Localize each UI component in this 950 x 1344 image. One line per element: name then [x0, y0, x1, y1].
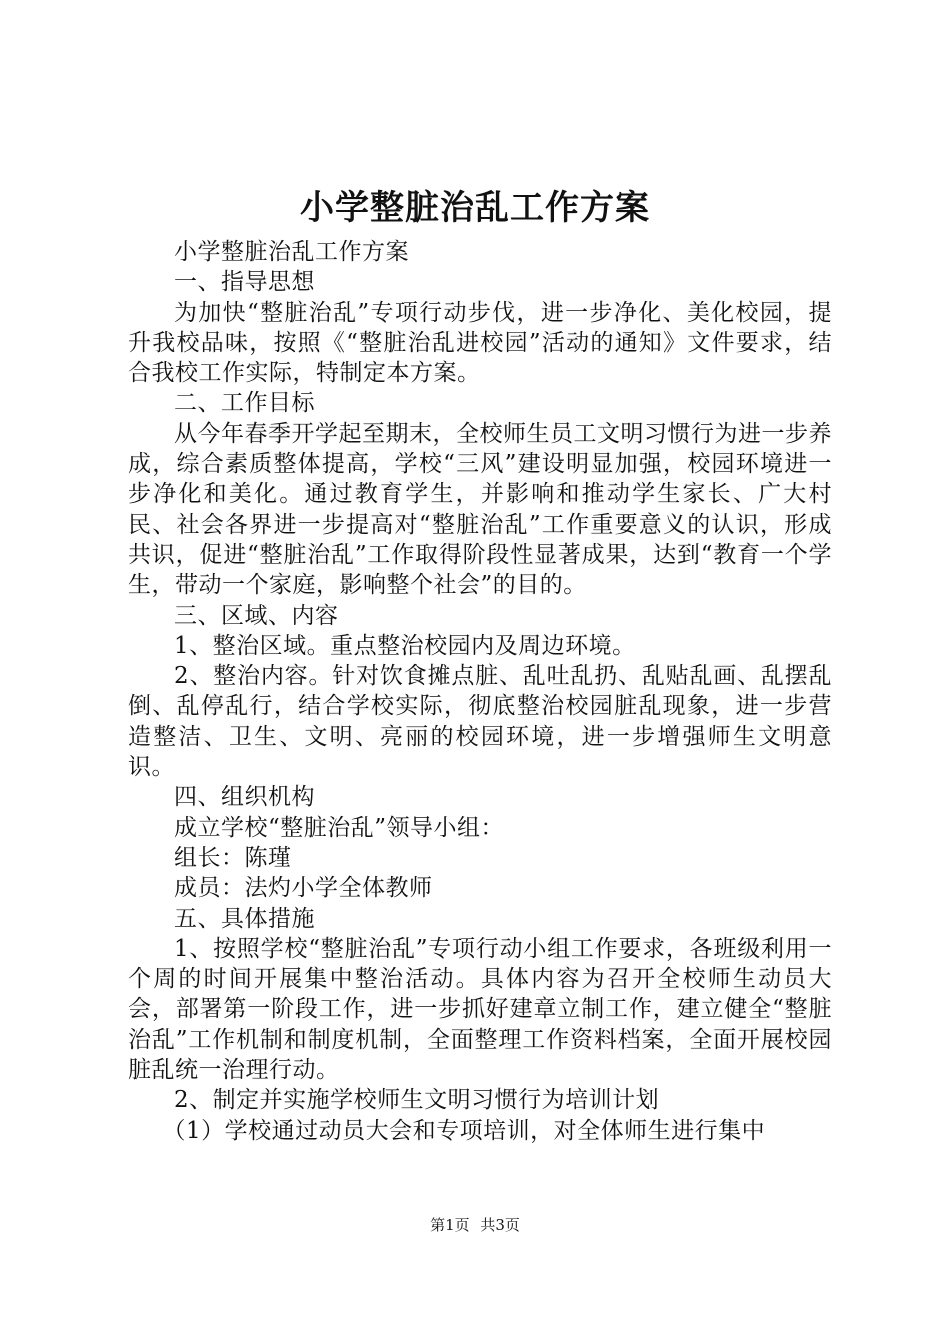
- paragraph: 2、制定并实施学校师生文明习惯行为培训计划: [174, 1087, 660, 1114]
- section-heading: 二、工作目标: [174, 390, 315, 417]
- paragraph: 从今年春季开学起至期末，全校师生员工文明习惯行为进一步养成，综合素质整体提高，学校“三风”建设明显加强，校园环境进一步净化和美化。通过教育学生，并影响和推动学生家长、广大村民、社会各界进一步提高对“整脏治乱”工作重要意义的认识，形成共识，促进“整脏治乱”工作取得阶段性显著成果，达到“教育一个学生，带动一个家庭，影响整个社会”的目的。: [128, 420, 832, 599]
- document-title: 小学整脏治乱工作方案: [300, 188, 650, 228]
- page-number: 第1页: [430, 1216, 470, 1234]
- section-heading: 五、具体措施: [174, 905, 315, 932]
- page-footer: [0, 1215, 950, 1235]
- paragraph: 小学整脏治乱工作方案: [174, 239, 409, 265]
- section-heading: 三、区域、内容: [174, 602, 339, 629]
- paragraph: （1）学校通过动员大会和专项培训，对全体师生进行集中: [162, 1117, 766, 1144]
- section-heading: 四、组织机构: [174, 784, 315, 811]
- paragraph: 1、整治区域。重点整治校园内及周边环境。: [174, 632, 636, 659]
- paragraph: 1、按照学校“整脏治乱”专项行动小组工作要求，各班级利用一个周的时间开展集中整治活动。具体内容为召开全校师生动员大会，部署第一阶段工作，进一步抓好建章立制工作，建立健全“整脏治乱”工作机制和制度机制，全面整理工作资料档案，全面开展校园脏乱统一治理行动。: [128, 935, 832, 1084]
- paragraph: 为加快“整脏治乱”专项行动步伐，进一步净化、美化校园，提升我校品味，按照《“整脏治乱进校园”活动的通知》文件要求，结合我校工作实际，特制定本方案。: [128, 299, 832, 387]
- paragraph: 2、整治内容。针对饮食摊点脏、乱吐乱扔、乱贴乱画、乱摆乱倒、乱停乱行，结合学校实际，彻底整治校园脏乱现象，进一步营造整洁、卫生、文明、亮丽的校园环境，进一步增强师生文明意识。: [128, 663, 832, 781]
- paragraph: 组长：陈瑾: [174, 844, 292, 871]
- document-body: [128, 237, 832, 1146]
- paragraph: 成员：法灼小学全体教师: [174, 875, 433, 902]
- page-total: 共3页: [480, 1216, 520, 1234]
- paragraph: 成立学校“整脏治乱”领导小组：: [174, 814, 505, 841]
- section-heading: 一、指导思想: [174, 269, 315, 296]
